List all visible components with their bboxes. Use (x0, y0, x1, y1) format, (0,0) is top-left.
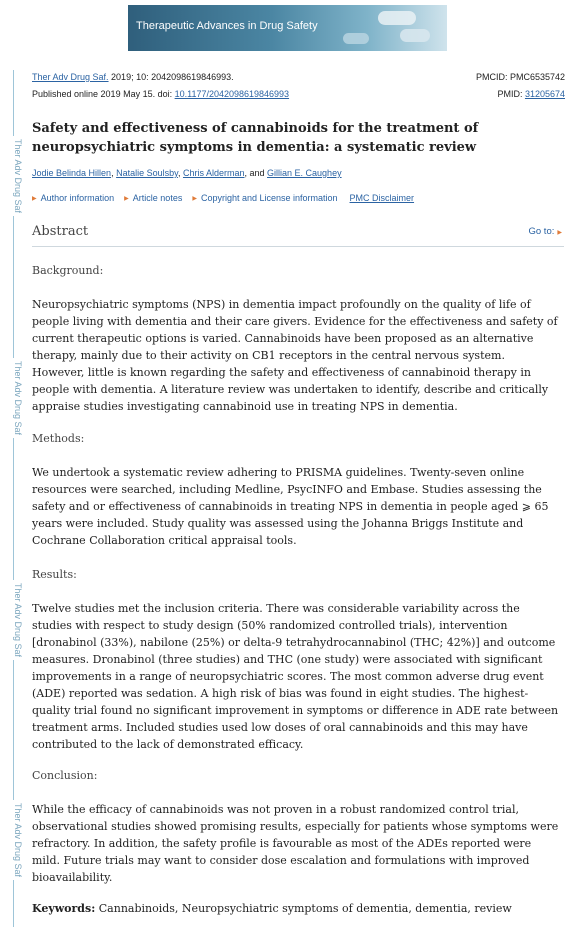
author-link[interactable]: Gillian E. Caughey (267, 168, 342, 178)
pmc-disclaimer-link[interactable] (350, 193, 415, 203)
article-notes-toggle[interactable] (124, 193, 182, 203)
results-heading: Results: (32, 568, 77, 581)
author-separator: , (111, 168, 117, 178)
keywords-label: Keywords: (32, 902, 96, 915)
published-text: Published online 2019 May 15. doi: (32, 89, 175, 99)
author-list (32, 168, 342, 178)
pmid-line (497, 89, 565, 99)
background-heading: Background: (32, 264, 104, 277)
abstract-heading: Abstract (32, 224, 89, 239)
banner-pill-graphic (400, 29, 430, 42)
methods-text: We undertook a systematic review adhering to PRISMA guidelines. Twenty-seven online resources were searched, including Medline, PsycINFO and Embase. Studies assessing the safety and or effectiveness of cannabinoids in treating NPS in dementia in people aged ⩾ 65 years were included. Study quality was assessed using the Johanna Briggs Institute and Cochrane Collaboration critical appraisal tools. (32, 466, 549, 547)
background-text: Neuropsychiatric symptoms (NPS) in dementia impact profoundly on the quality of life of people living with dementia and their care givers. Evidence for the effectiveness and safety of current therapeutic options is varied. Cannabinoids have been proposed as an alternative therapy, mainly due to their activity on CB1 receptors in the central nervous system. However, little is known regarding the safety and effectiveness of cannabinoid therapy in people with dementia. A literature review was undertaken to identify, describe and critically appraise studies investigating cannabinoid use in treating NPS in dementia. (32, 298, 558, 413)
article-notes-label: Article notes (132, 193, 183, 203)
author-link[interactable]: Jodie Belinda Hillen (32, 168, 112, 178)
sidebar-journal-label: Ther Adv Drug Saf (3, 136, 23, 216)
methods-heading: Methods: (32, 432, 85, 445)
author-info-label: Author information (40, 193, 115, 203)
goto-arrow-icon: ▶ (557, 230, 562, 236)
article-title: Safety and effectiveness of cannabinoids for the treatment of neuropsychiatric symptoms in dementia: a systematic review (32, 121, 479, 155)
copyright-label: Copyright and License information (200, 193, 338, 203)
author-separator: , and (244, 168, 268, 178)
author-separator: , (177, 168, 183, 178)
goto-label: Go to: (528, 226, 555, 237)
journal-link[interactable]: Ther Adv Drug Saf. (32, 72, 109, 82)
expand-triangle-icon: ▶ (124, 195, 129, 202)
keywords-value: Cannabinoids, Neuropsychiatric symptoms of dementia, dementia, review (95, 902, 512, 915)
author-link[interactable]: Natalie Soulsby (116, 168, 178, 178)
banner-title: Therapeutic Advances in Drug Safety (136, 20, 318, 32)
conclusion-text: While the efficacy of cannabinoids was not proven in a robust randomized control trial, observational studies showed promising results, especially for patients whose symptoms were refractory. In addition, the safety profile is favourable as most of the ADEs reported were mild. Future trials may want to consider dose escalation and formulations with improved bioavailability. (32, 803, 559, 884)
sidebar-journal-label: Ther Adv Drug Saf (3, 800, 23, 880)
article-info-tabs (32, 193, 414, 203)
copyright-toggle[interactable] (192, 193, 337, 203)
doi-link[interactable]: 10.1177/2042098619846993 (174, 89, 290, 99)
goto-menu[interactable] (529, 226, 563, 237)
citation-line (32, 72, 234, 82)
abstract-header (32, 224, 564, 247)
expand-triangle-icon: ▶ (32, 195, 37, 202)
keywords-line (32, 902, 562, 915)
pmid-link[interactable]: 31205674 (524, 89, 565, 99)
pmid-label: PMID: (497, 89, 525, 99)
results-text: Twelve studies met the inclusion criteria. There was considerable variability across the studies with respect to study design (50% randomized controlled trials), intervention [dronabinol (33%), nabilone (25%) or delta-9 tetrahydrocannabinol (THC; 42%)] and outcome measures. Dronabinol (three studies) and THC (one study) were associated with significant improvements in a range of neuropsychiatric scores. The most common adverse drug event (ADE) reported was sedation. A high risk of bias was found in eight studies. The highest-quality trial found no significant improvement in symptoms or difference in ADE rate between treatment arms. Included studies used low doses of oral cannabinoids and this may have contributed to the lack of demonstrated efficacy. (32, 602, 559, 751)
sidebar-journal-label: Ther Adv Drug Saf (3, 580, 23, 660)
pmc-disclaimer-label: PMC Disclaimer (349, 193, 415, 203)
expand-triangle-icon: ▶ (192, 195, 197, 202)
pmcid: PMCID: PMC6535742 (475, 72, 565, 82)
published-line (32, 89, 289, 99)
sidebar-journal-label: Ther Adv Drug Saf (3, 358, 23, 438)
banner-pill-graphic (378, 11, 416, 25)
banner-pill-graphic (343, 33, 369, 44)
author-info-toggle[interactable] (32, 193, 114, 203)
conclusion-heading: Conclusion: (32, 769, 98, 782)
author-link[interactable]: Chris Alderman (182, 168, 245, 178)
journal-banner[interactable] (128, 5, 447, 51)
citation-details: 2019; 10: 2042098619846993. (108, 72, 234, 82)
